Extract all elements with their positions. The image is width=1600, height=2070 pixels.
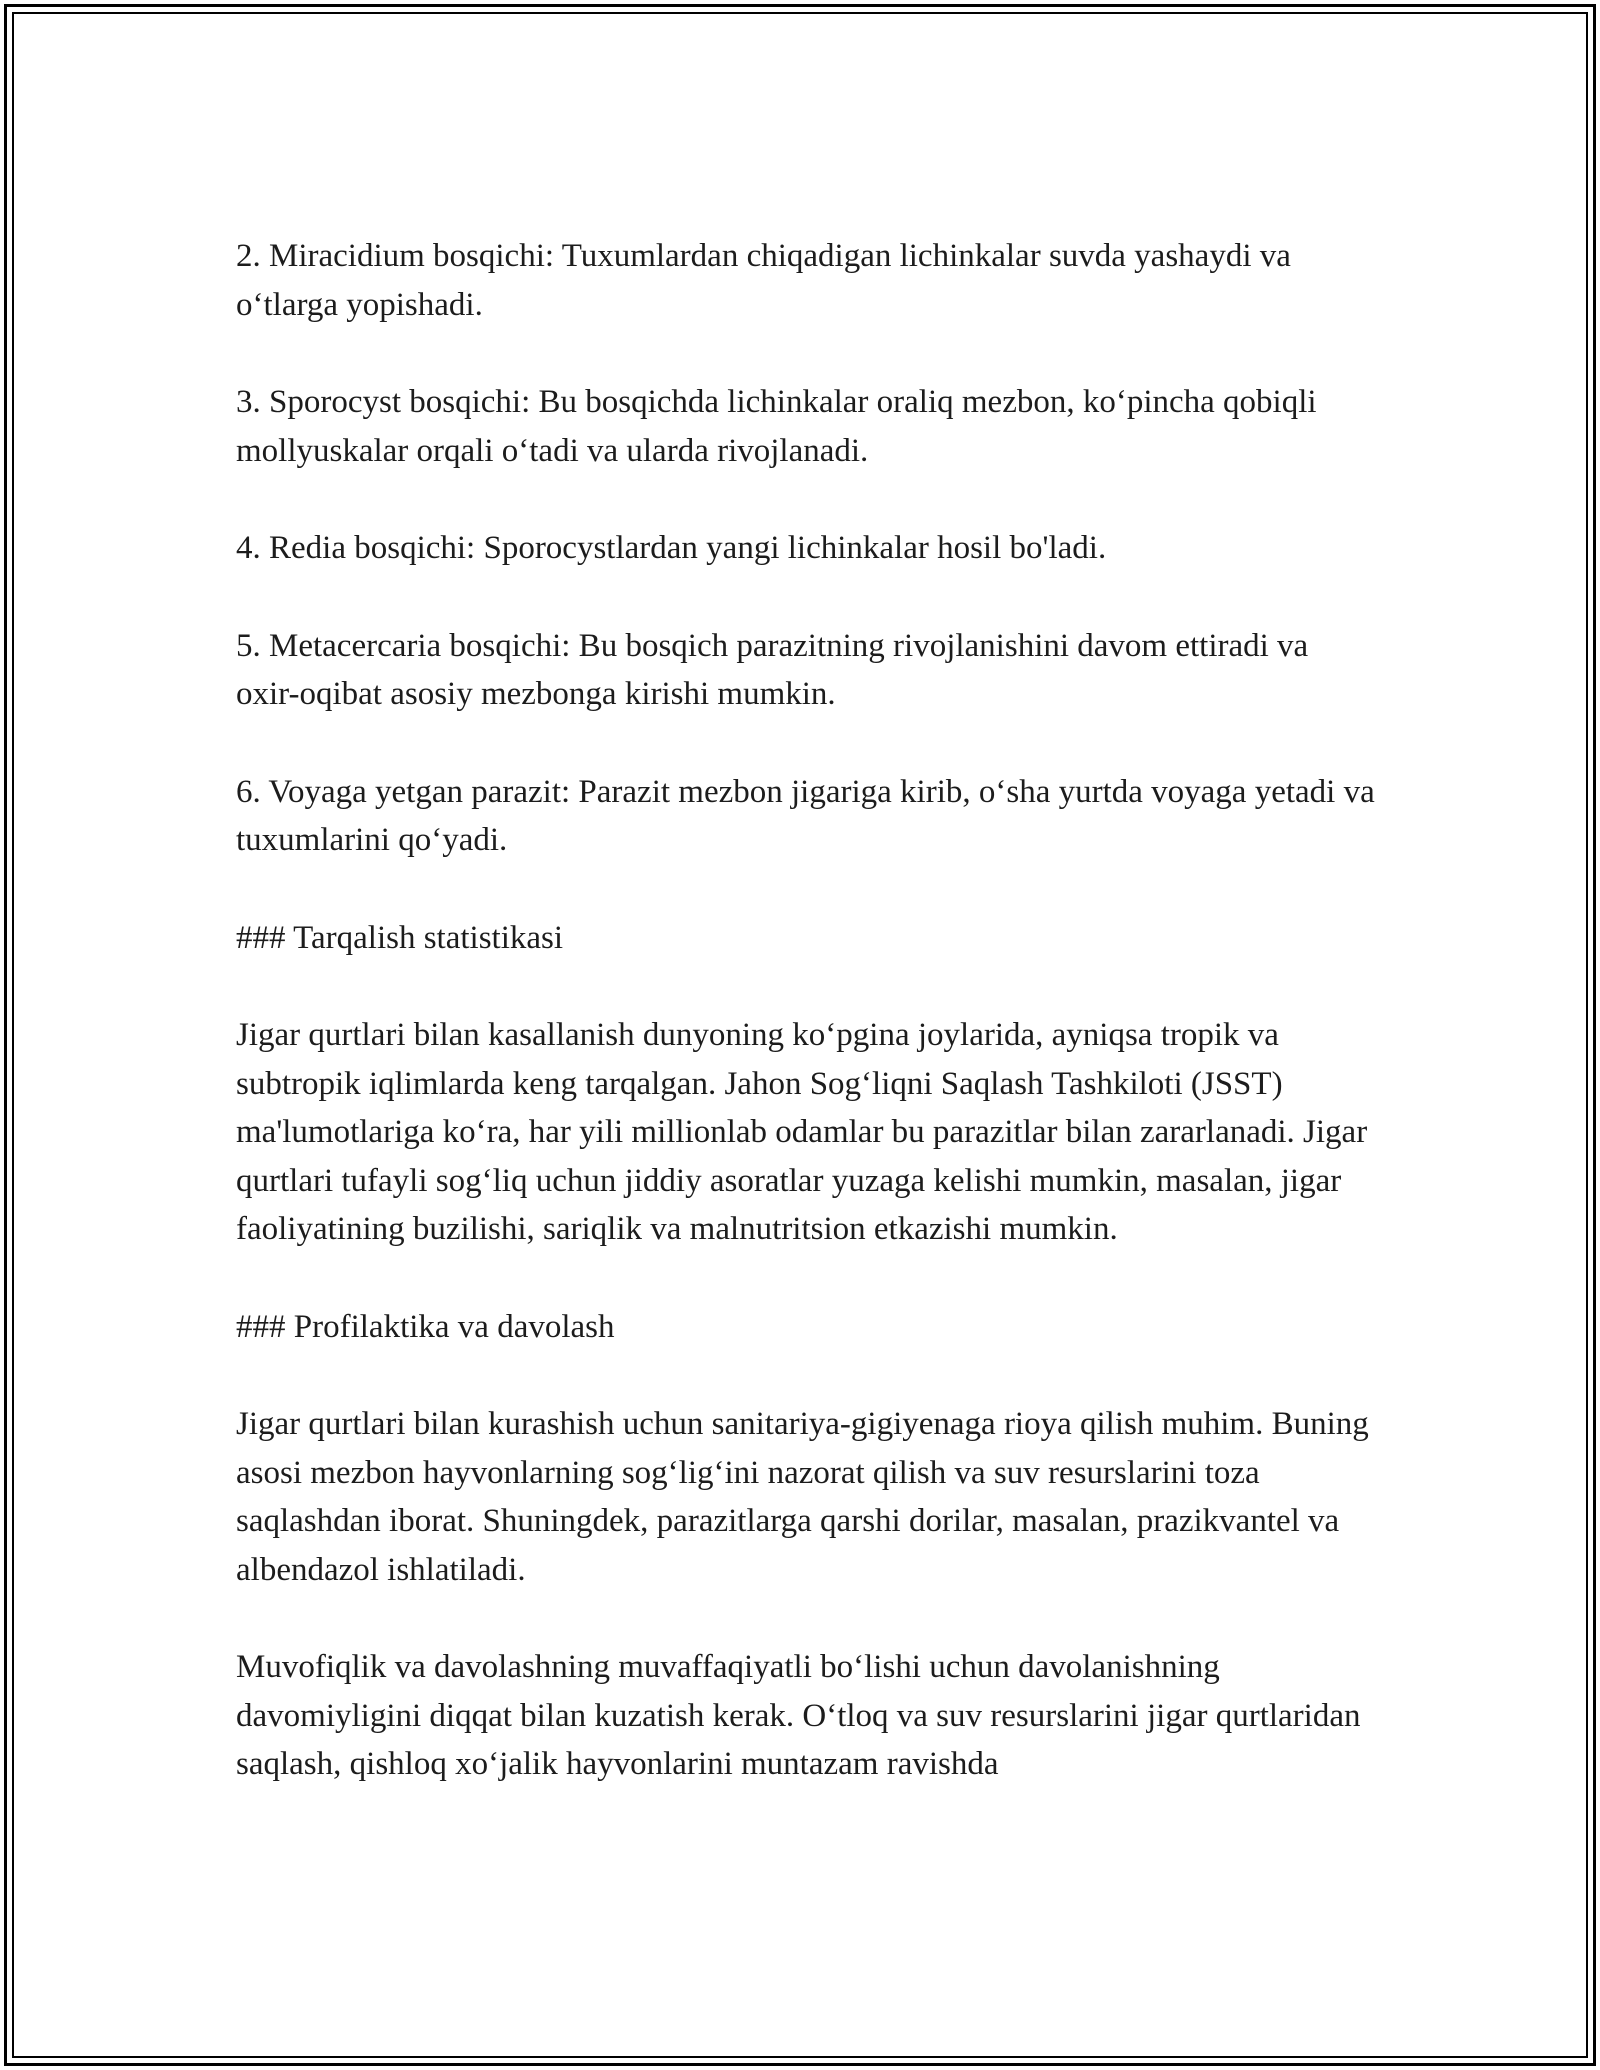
treatment-paragraph: Muvofiqlik va davolashning muvaffaqiyatli bo‘lishi uchun davolanishning davomiyligini diqqat bilan kuzatish kerak. O‘tloq va suv resurslarini jigar qurtlaridan saqlash, qishloq xo‘jalik hayvonlarini muntazam ravishda [236,1649,1361,1782]
section-heading-statistics: ### Tarqalish statistikasi [236,919,564,956]
stage-5-paragraph: 5. Metacercaria bosqichi: Bu bosqich parazitning rivojlanishini davom ettiradi va oxir-oqibat asosiy mezbonga kirishi mumkin. [236,627,1309,712]
section-heading-prevention: ### Profilaktika va davolash [236,1308,615,1345]
stage-2-paragraph: 2. Miracidium bosqichi: Tuxumlardan chiqadigan lichinkalar suvda yashaydi va o‘tlarga yopishadi. [236,238,1291,323]
stage-4-paragraph: 4. Redia bosqichi: Sporocystlardan yangi lichinkalar hosil bo'ladi. [236,530,1107,566]
stage-3-paragraph: 3. Sporocyst bosqichi: Bu bosqichda lichinkalar oraliq mezbon, ko‘pincha qobiqli mollyuskalar orqali o‘tadi va ularda rivojlanadi. [236,384,1317,469]
stage-6-paragraph: 6. Voyaga yetgan parazit: Parazit mezbon jigariga kirib, o‘sha yurtda voyaga yetadi va tuxumlarini qo‘yadi. [236,773,1375,858]
prevention-paragraph: Jigar qurtlari bilan kurashish uchun sanitariya-gigiyenaga rioya qilish muhim. Buning asosi mezbon hayvonlarning sog‘lig‘ini nazorat qilish va suv resurslarini toza saqlashdan iborat. Shuningdek, parazitlarga qarshi dorilar, masalan, prazikvantel va albendazol ishlatiladi. [236,1406,1369,1588]
document-body [236,232,1376,1789]
statistics-paragraph: Jigar qurtlari bilan kasallanish dunyoning ko‘pgina joylarida, ayniqsa tropik va subtropik iqlimlarda keng tarqalgan. Jahon Sog‘liqni Saqlash Tashkiloti (JSST) ma'lumotlariga ko‘ra, har yili millionlab odamlar bu parazitlar bilan zararlanadi. Jigar qurtlari tufayli sog‘liq uchun jiddiy asoratlar yuzaga kelishi mumkin, masalan, jigar faoliyatining buzilishi, sariqlik va malnutritsion etkazishi mumkin. [236,1017,1368,1247]
